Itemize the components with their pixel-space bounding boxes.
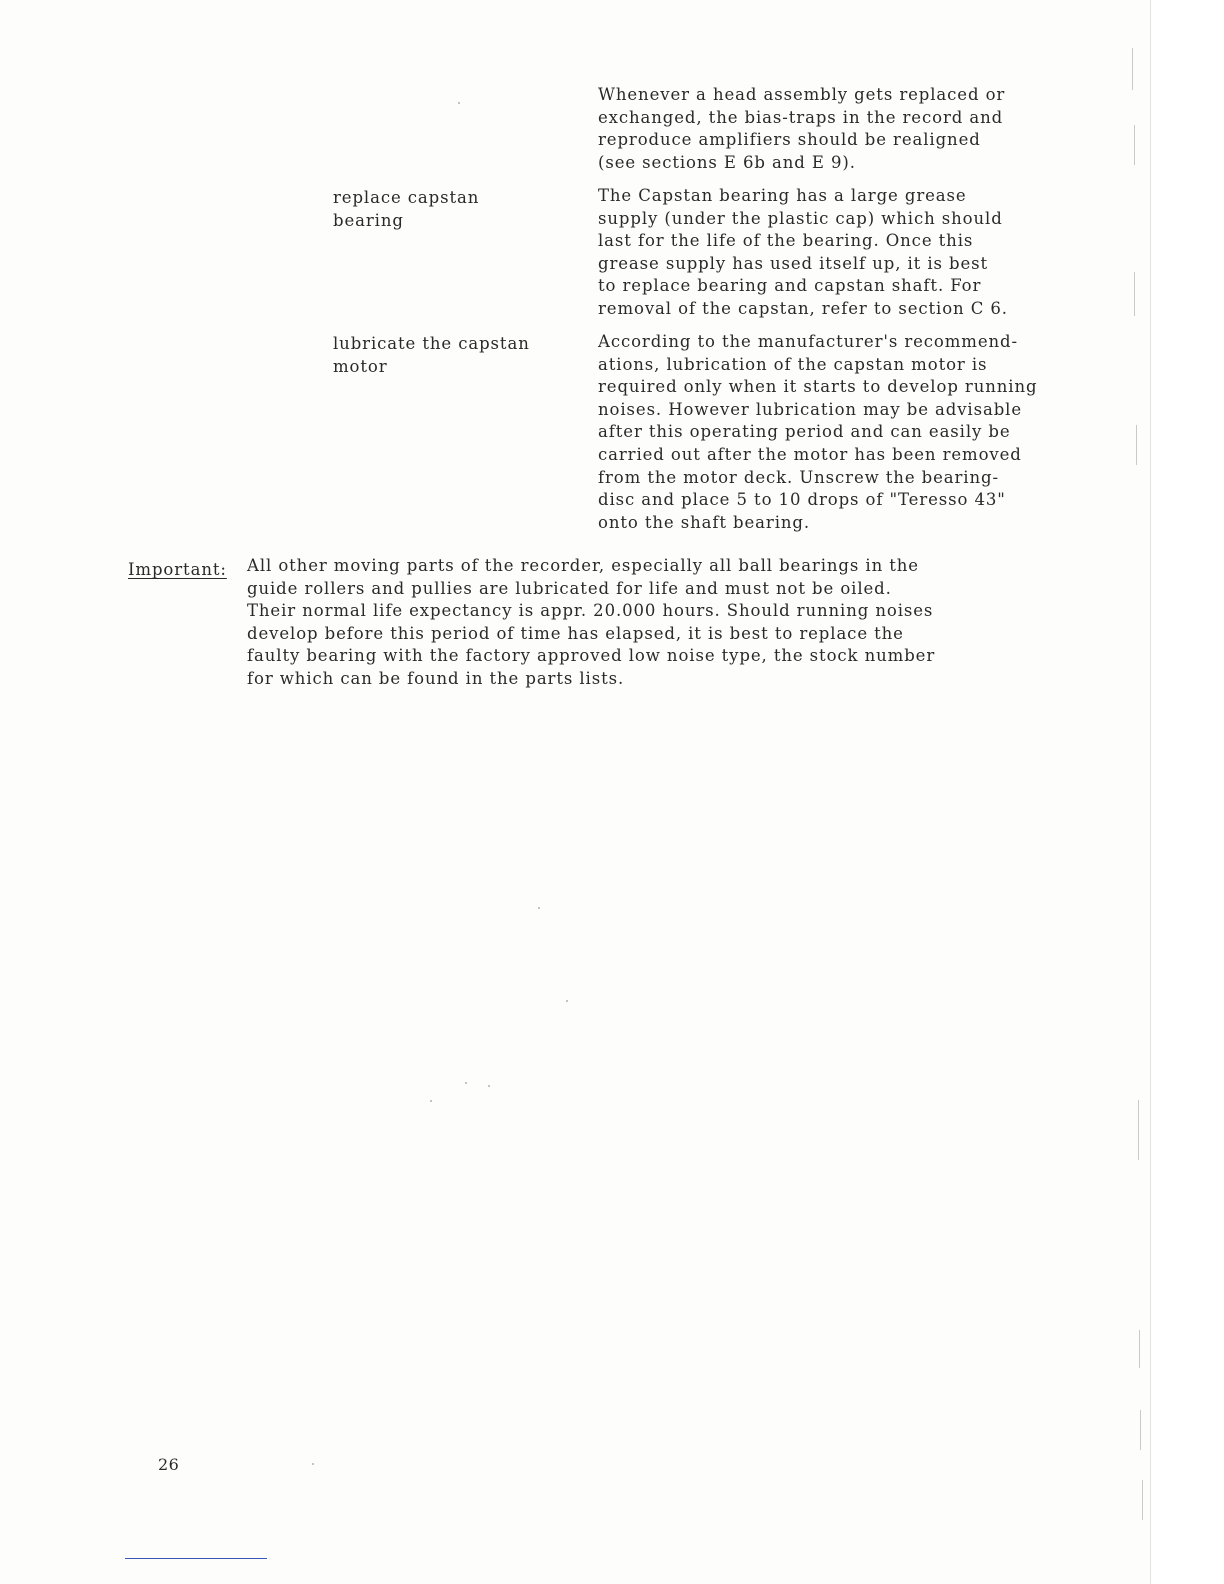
scan-speck [538, 907, 540, 909]
bottom-rule [125, 1558, 267, 1559]
edge-mark [1132, 48, 1133, 90]
scan-speck [566, 1000, 568, 1002]
paragraph-capstan-bearing: The Capstan bearing has a large grease supply (under the plastic cap) which should last for the life of the bearing. Once this grease supply has used itself up, it is best to replace bearing and capstan shaft. For removal of the capstan, refer to section C 6. [598, 186, 1008, 318]
edge-mark [1136, 425, 1137, 465]
paragraph-head-replacement: Whenever a head assembly gets replaced or exchanged, the bias-traps in the record and reproduce amplifiers should be realigned (see sections E 6b and E 9). [598, 85, 1006, 172]
edge-mark [1140, 1410, 1141, 1450]
edge-mark [1139, 1330, 1140, 1368]
paragraph-capstan-motor: According to the manufacturer's recommend- ations, lubrication of the capstan motor is required only when it starts to develop running noises. However lubrication may be advisable after this operating period and can easily be carried out after the motor has been removed from the motor deck. Unscrew the bearing- disc and place 5 to 10 drops of "Teresso 43" onto the shaft bearing. [598, 332, 1038, 532]
page-number: 26 [158, 1455, 180, 1474]
scan-speck [488, 1085, 490, 1087]
edge-mark [1138, 1100, 1139, 1160]
scan-speck [430, 1100, 432, 1102]
scan-speck [465, 1082, 467, 1084]
scan-speck [312, 1463, 314, 1465]
important-paragraph: All other moving parts of the recorder, especially all ball bearings in the guide rollers and pullies are lubricated for life and must not be oiled. Their normal life expectancy is appr. 20.000 hours. Should running noises develop before this period of time has elapsed, it is best to replace the faulty bearing with the factory approved low noise type, the stock number for which can be found in the parts lists. [247, 556, 936, 688]
side-label-lubricate-capstan-motor: lubricate the capstan motor [333, 334, 530, 376]
scan-speck [458, 102, 460, 104]
edge-mark [1142, 1480, 1143, 1520]
side-label-replace-capstan-bearing: replace capstan bearing [333, 188, 480, 230]
important-label: Important: [128, 560, 227, 579]
page-edge-shadow [1150, 0, 1224, 1584]
edge-mark [1134, 125, 1135, 165]
edge-mark [1134, 272, 1135, 316]
